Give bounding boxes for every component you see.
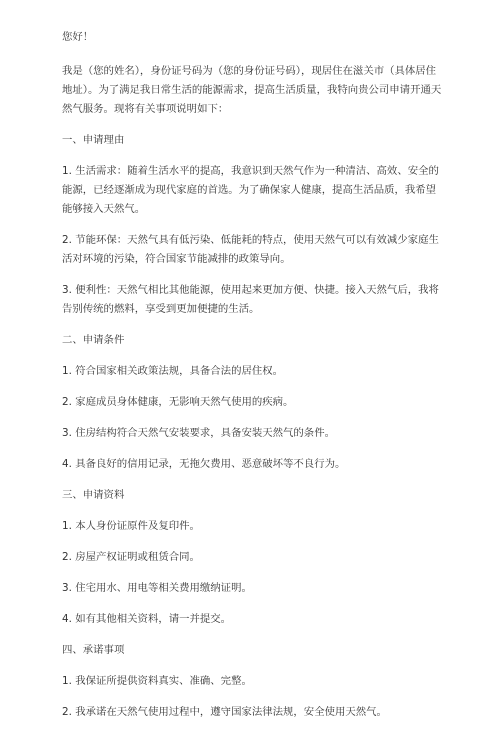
section-heading: 四、承诺事项 bbox=[62, 644, 125, 656]
list-item: 1. 我保证所提供资料真实、准确、完整。 bbox=[62, 675, 252, 687]
section-commitments bbox=[62, 641, 446, 722]
list-item: 1. 符合国家相关政策法规，具备合法的居住权。 bbox=[62, 365, 284, 377]
section-heading: 一、申请理由 bbox=[62, 134, 125, 146]
section-materials bbox=[62, 486, 446, 629]
section-heading: 二、申请条件 bbox=[62, 334, 125, 346]
section-reasons bbox=[62, 131, 446, 319]
list-item: 1. 生活需求：随着生活水平的提高，我意识到天然气作为一种清洁、高效、安全的能源，已经逐渐成为现代家庭的首选。为了确保家人健康，提高生活品质，我希望能够接入天然气。 bbox=[62, 165, 439, 215]
list-item: 3. 住房结构符合天然气安装要求，具备安装天然气的条件。 bbox=[62, 427, 335, 439]
list-item: 1. 本人身份证原件及复印件。 bbox=[62, 520, 200, 532]
list-item: 2. 房屋产权证明或租赁合同。 bbox=[62, 551, 200, 563]
list-item: 4. 如有其他相关资料，请一并提交。 bbox=[62, 613, 232, 625]
list-item: 4. 具备良好的信用记录，无拖欠费用、恶意破坏等不良行为。 bbox=[62, 458, 346, 470]
list-item: 3. 便利性：天然气相比其他能源，使用起来更加方便、快捷。接入天然气后，我将告别传统的燃料，享受到更加便捷的生活。 bbox=[62, 284, 439, 315]
intro-paragraph: 我是（您的姓名），身份证号码为（您的身份证号码），现居住在滋关市（具体居住地址）。为了满足我日常生活的能源需求，提高生活质量，我特向贵公司申请开通天然气服务。现将有关事项说明如下： bbox=[62, 65, 442, 115]
list-item: 3. 住宅用水、用电等相关费用缴纳证明。 bbox=[62, 582, 252, 594]
list-item: 2. 我承诺在天然气使用过程中，遵守国家法律法规，安全使用天然气。 bbox=[62, 706, 387, 718]
greeting: 您好！ bbox=[62, 31, 94, 43]
list-item: 2. 节能环保：天然气具有低污染、低能耗的特点，使用天然气可以有效减少家庭生活对环境的污染，符合国家节能减排的政策导向。 bbox=[62, 234, 439, 265]
document-page bbox=[62, 28, 446, 734]
section-heading: 三、申请资料 bbox=[62, 489, 125, 501]
section-conditions bbox=[62, 331, 446, 474]
list-item: 2. 家庭成员身体健康，无影响天然气使用的疾病。 bbox=[62, 396, 294, 408]
